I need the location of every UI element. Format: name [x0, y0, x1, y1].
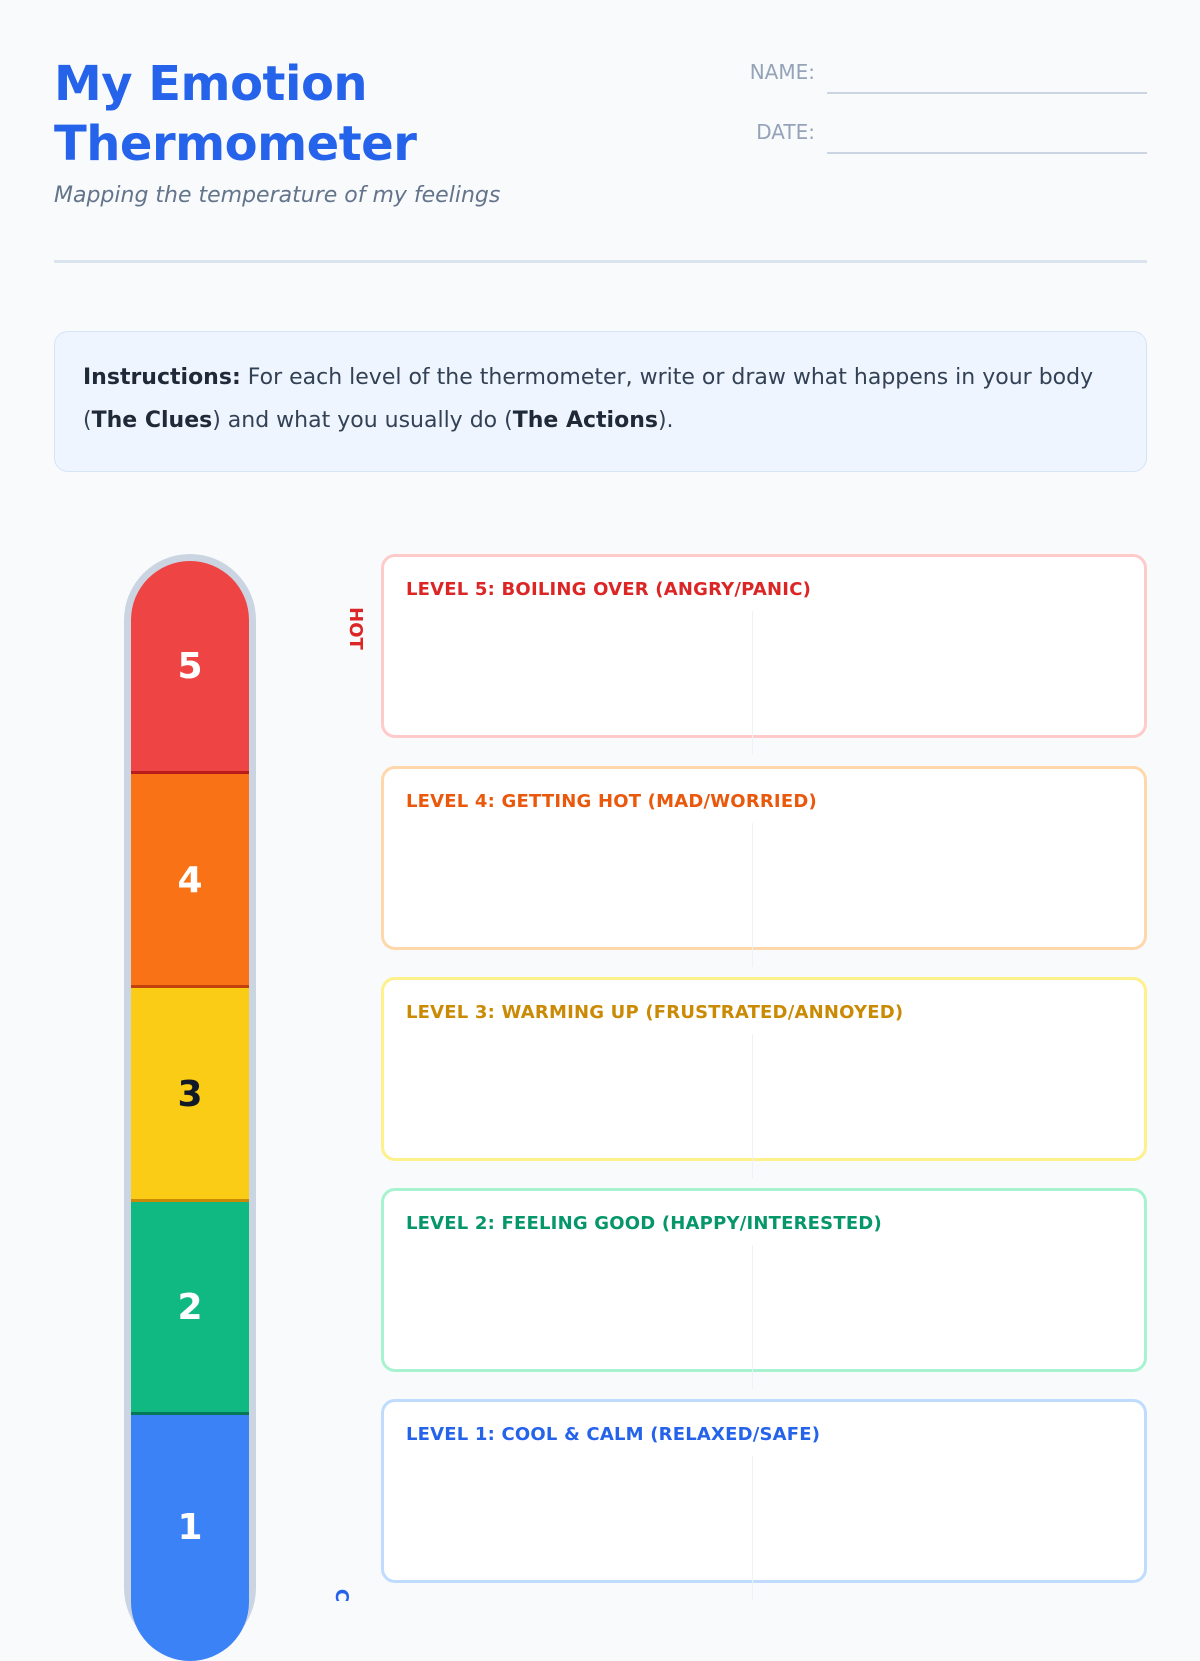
instructions-box [54, 331, 1147, 472]
date-label: DATE: [756, 120, 815, 144]
column-divider [752, 1456, 753, 1600]
instructions-text-3: ). [657, 408, 674, 433]
instructions-text-1: For each level of the thermometer, write or draw what happens in your body ( [83, 365, 1094, 433]
level-3-box[interactable] [381, 977, 1147, 1161]
column-divider [752, 1245, 753, 1389]
instructions-lead: Instructions: [83, 365, 241, 390]
worksheet-title [54, 54, 416, 174]
column-divider [752, 1034, 753, 1178]
cold-label: C [331, 1588, 353, 1603]
level-5-box[interactable] [381, 554, 1147, 738]
level-4-title: LEVEL 4: GETTING HOT (MAD/WORRIED) [406, 791, 817, 812]
level-5-title: LEVEL 5: BOILING OVER (ANGRY/PANIC) [406, 579, 812, 600]
hot-label: HOT [344, 607, 366, 650]
level-3-title: LEVEL 3: WARMING UP (FRUSTRATED/ANNOYED) [406, 1002, 904, 1023]
title-line-1: My Emotion [54, 56, 368, 112]
thermometer [131, 561, 249, 1661]
level-2-box[interactable] [381, 1188, 1147, 1372]
name-field[interactable] [827, 92, 1147, 94]
thermometer-segment-2: 2 [131, 1202, 249, 1413]
level-1-title: LEVEL 1: COOL & CALM (RELAXED/SAFE) [406, 1424, 821, 1445]
level-2-title: LEVEL 2: FEELING GOOD (HAPPY/INTERESTED) [406, 1213, 882, 1234]
thermometer-segment-3: 3 [131, 988, 249, 1200]
thermometer-segment-5: 5 [131, 561, 249, 772]
thermometer-segment-4: 4 [131, 774, 249, 986]
level-4-box[interactable] [381, 766, 1147, 950]
title-line-2: Thermometer [54, 116, 417, 172]
header-divider [54, 260, 1147, 263]
name-label: NAME: [749, 60, 815, 84]
thermometer-segment-1: 1 [131, 1415, 249, 1661]
worksheet-subtitle: Mapping the temperature of my feelings [54, 183, 501, 208]
instructions-text-2: ) and what you usually do ( [212, 408, 513, 433]
level-1-box[interactable] [381, 1399, 1147, 1583]
column-divider [752, 823, 753, 967]
instructions-clues: The Clues [91, 408, 213, 433]
instructions-actions: The Actions [512, 408, 658, 433]
column-divider [752, 611, 753, 755]
date-field[interactable] [827, 152, 1147, 154]
